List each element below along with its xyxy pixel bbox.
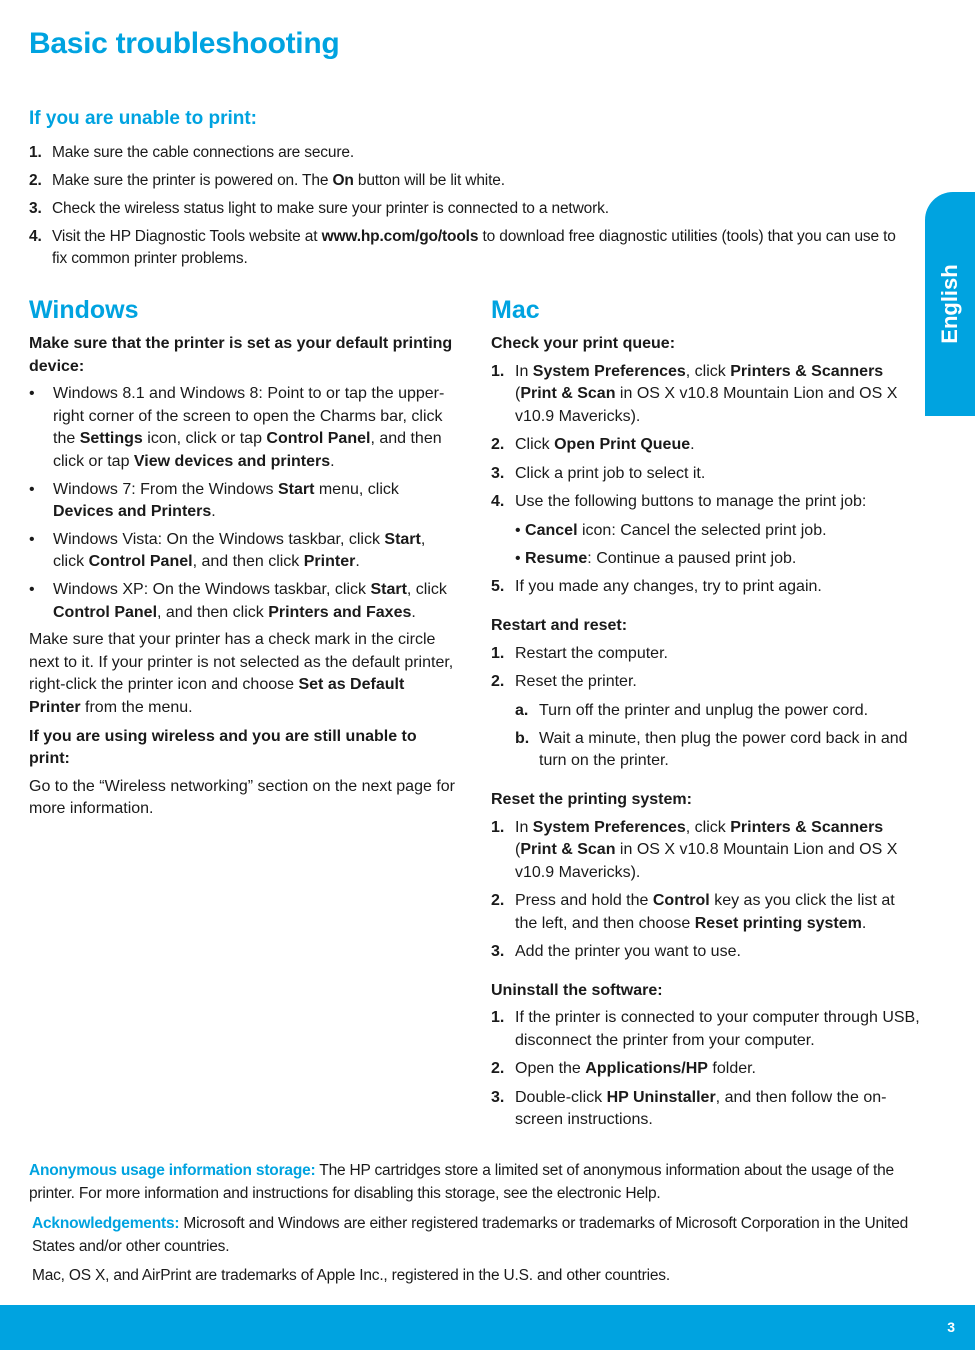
list-item: [491, 941, 921, 964]
restart-list: [491, 643, 921, 774]
item-number: 2.: [491, 892, 505, 910]
item-text: Add the printer you want to use.: [515, 943, 741, 961]
bold-term: Start: [370, 580, 407, 598]
item-number: 3.: [491, 464, 505, 482]
item-number: 1.: [491, 362, 505, 380]
item-text: Make sure the cable connections are secure.: [52, 144, 354, 161]
print-queue-list: [491, 361, 921, 599]
item-text: Windows 8.1 and Windows 8: Point to or tap the upper-right corner of the screen to open the Charms bar, click the Settings icon, click or tap Control Panel, and then click or tap View devices and printers.: [53, 385, 445, 470]
acknowledgements-label: Acknowledgements:: [32, 1215, 180, 1232]
list-item: [491, 576, 921, 599]
item-number: 3.: [491, 1088, 505, 1106]
uninstall-subhead: Uninstall the software:: [491, 981, 663, 999]
bold-term: Applications/HP: [585, 1060, 708, 1078]
bold-term: Printers and Faxes: [268, 603, 412, 621]
bold-term: Cancel: [525, 521, 578, 539]
item-text: In System Preferences, click Printers & Scanners (Print & Scan in OS X v10.8 Mountain Lion and OS X v10.9 Mavericks).: [515, 362, 898, 425]
reset-system-subhead: Reset the printing system:: [491, 791, 692, 809]
anonymous-usage-note: [29, 1160, 929, 1205]
windows-bullet-list: [29, 383, 459, 624]
bold-term: Printers & Scanners: [730, 362, 884, 380]
bold-term: Control Panel: [88, 553, 193, 571]
unable-to-print-heading: If you are unable to print:: [29, 108, 258, 129]
bold-term: Printers & Scanners: [730, 818, 884, 836]
item-text: If you made any changes, try to print again.: [515, 578, 822, 596]
item-number: 1.: [491, 818, 505, 836]
item-text: Click a print job to select it.: [515, 464, 706, 482]
language-tab-label: English: [937, 264, 962, 344]
windows-heading: Windows: [29, 296, 139, 324]
item-number: 4.: [29, 228, 42, 245]
bold-term: Control Panel: [53, 603, 158, 621]
item-letter: a.: [515, 701, 529, 719]
page-title: Basic troubleshooting: [29, 27, 340, 60]
list-item: [491, 890, 921, 935]
item-number: 2.: [29, 172, 42, 189]
list-item: [491, 1058, 921, 1081]
mac-heading: Mac: [491, 296, 540, 324]
list-item: [491, 643, 921, 666]
bullet-icon: •: [29, 530, 35, 548]
reset-system-section: [491, 789, 921, 964]
item-text: Use the following buttons to manage the print job:: [515, 492, 867, 510]
bold-term: Settings: [79, 430, 143, 448]
list-item: [29, 479, 459, 524]
bold-term: Reset printing system: [694, 914, 862, 932]
list-item: [491, 671, 921, 773]
acknowledgements-text: Microsoft and Windows are either registered trademarks or trademarks of Microsoft Corporation in the United States and/or other countries.: [32, 1215, 909, 1255]
item-number: 1.: [29, 144, 42, 161]
bold-term: Control Panel: [266, 430, 371, 448]
list-item: [515, 728, 921, 773]
anonymous-usage-text: The HP cartridges store a limited set of anonymous information about the usage of the printer. For more information and instructions for disabling this storage, see the electronic Help.: [29, 1162, 894, 1202]
uninstall-section: [491, 980, 921, 1132]
unable-to-print-list: [29, 142, 899, 276]
bold-term: HP Uninstaller: [606, 1088, 716, 1106]
anonymous-usage-label: Anonymous usage information storage:: [29, 1162, 316, 1179]
list-item: [29, 383, 459, 473]
item-number: 1.: [491, 644, 505, 662]
footer-bar: [0, 1305, 975, 1350]
item-text: Wait a minute, then plug the power cord back in and turn on the printer.: [539, 729, 908, 770]
list-item: [515, 700, 921, 723]
item-text: If the printer is connected to your computer through USB, disconnect the printer from your computer.: [515, 1009, 920, 1050]
list-item: [29, 170, 899, 192]
item-number: 3.: [29, 200, 42, 217]
item-text: Check the wireless status light to make sure your printer is connected to a network.: [52, 200, 609, 217]
bullet-icon: •: [29, 580, 35, 598]
bold-term: Start: [384, 530, 421, 548]
bold-term: Open Print Queue: [554, 436, 691, 454]
list-item: [491, 1007, 921, 1052]
item-number: 2.: [491, 1060, 505, 1078]
item-text: Reset the printer.: [515, 672, 637, 690]
list-item: [491, 1087, 921, 1132]
language-tab: [925, 192, 975, 416]
item-text: Double-click HP Uninstaller, and then follow the on-screen instructions.: [515, 1088, 887, 1129]
item-number: 5.: [491, 578, 505, 596]
item-text: Windows 7: From the Windows Start menu, click Devices and Printers.: [53, 480, 399, 521]
item-text: In System Preferences, click Printers & Scanners (Print & Scan in OS X v10.8 Mountain Lion and OS X v10.9 Mavericks).: [515, 818, 898, 881]
resume-bullet-item: • Resume: Continue a paused print job.: [515, 549, 797, 567]
list-item: [29, 142, 899, 164]
bullet-icon: •: [29, 385, 35, 403]
item-number: 4.: [491, 492, 505, 510]
restart-subhead: Restart and reset:: [491, 616, 628, 634]
bold-term: Set as Default Printer: [29, 676, 405, 716]
reset-steps-list: [515, 700, 921, 774]
list-item: [491, 434, 921, 457]
default-printer-subhead: Make sure that the printer is set as your default printing device:: [29, 335, 453, 375]
item-text: Windows Vista: On the Windows taskbar, click Start, click Control Panel, and then click Printer.: [53, 530, 426, 571]
item-letter: b.: [515, 729, 530, 747]
item-number: 2.: [491, 672, 505, 690]
mac-section: [491, 333, 921, 1148]
restart-section: [491, 615, 921, 773]
page-number: 3: [947, 1319, 955, 1335]
check-mark-paragraph: Make sure that your printer has a check mark in the circle next to it. If your printer is not selected as the default printer, right-click the printer icon and choose Set as Default Printer from the menu.: [29, 631, 454, 716]
bullet-icon: •: [29, 480, 35, 498]
bold-term: Control: [652, 892, 710, 910]
list-item: [491, 817, 921, 885]
wireless-subhead: If you are using wireless and you are still unable to print:: [29, 727, 417, 768]
item-text: Make sure the printer is powered on. The On button will be lit white.: [52, 172, 505, 189]
wireless-paragraph: Go to the “Wireless networking” section on the next page for more information.: [29, 777, 455, 818]
bold-term: Printer: [303, 553, 356, 571]
item-number: 2.: [491, 436, 505, 454]
list-item: [29, 226, 899, 270]
item-text: Restart the computer.: [515, 644, 668, 662]
bold-term: Print & Scan: [520, 841, 616, 859]
trademarks-note: Mac, OS X, and AirPrint are trademarks of Apple Inc., registered in the U.S. and other countries.: [32, 1267, 670, 1284]
reset-system-list: [491, 817, 921, 964]
cancel-bullet-item: • Cancel icon: Cancel the selected print job.: [515, 521, 827, 539]
list-item: [491, 491, 921, 571]
uninstall-list: [491, 1007, 921, 1132]
list-item: [29, 579, 459, 624]
bold-term: On: [332, 172, 354, 189]
bold-term: Devices and Printers: [53, 503, 212, 521]
item-text: Press and hold the Control key as you click the list at the left, and then choose Reset printing system.: [515, 892, 895, 932]
list-item: [29, 529, 459, 574]
item-text: Click Open Print Queue.: [515, 436, 695, 454]
bold-term: View devices and printers: [133, 452, 331, 470]
bold-term: Print & Scan: [520, 385, 616, 403]
bold-term: System Preferences: [532, 362, 686, 380]
bold-term: Resume: [525, 549, 588, 567]
bold-term: Start: [277, 480, 315, 498]
acknowledgements-note: [32, 1213, 912, 1258]
item-text: Open the Applications/HP folder.: [515, 1060, 756, 1078]
item-text: Turn off the printer and unplug the power cord.: [539, 701, 869, 719]
print-queue-section: [491, 333, 921, 599]
list-item: [491, 361, 921, 429]
bold-term: System Preferences: [532, 818, 686, 836]
item-number: 3.: [491, 943, 505, 961]
windows-section: [29, 333, 459, 827]
bold-term: www.hp.com/go/tools: [321, 228, 479, 245]
item-number: 1.: [491, 1009, 505, 1027]
print-queue-subhead: Check your print queue:: [491, 335, 676, 352]
print-job-buttons-list: [515, 520, 921, 571]
item-text: Windows XP: On the Windows taskbar, click Start, click Control Panel, and then click Printers and Faxes.: [53, 580, 447, 621]
list-item: [491, 463, 921, 486]
item-text: Visit the HP Diagnostic Tools website at www.hp.com/go/tools to download free diagnostic utilities (tools) that you can use to fix common printer problems.: [52, 228, 896, 267]
list-item: [29, 198, 899, 220]
